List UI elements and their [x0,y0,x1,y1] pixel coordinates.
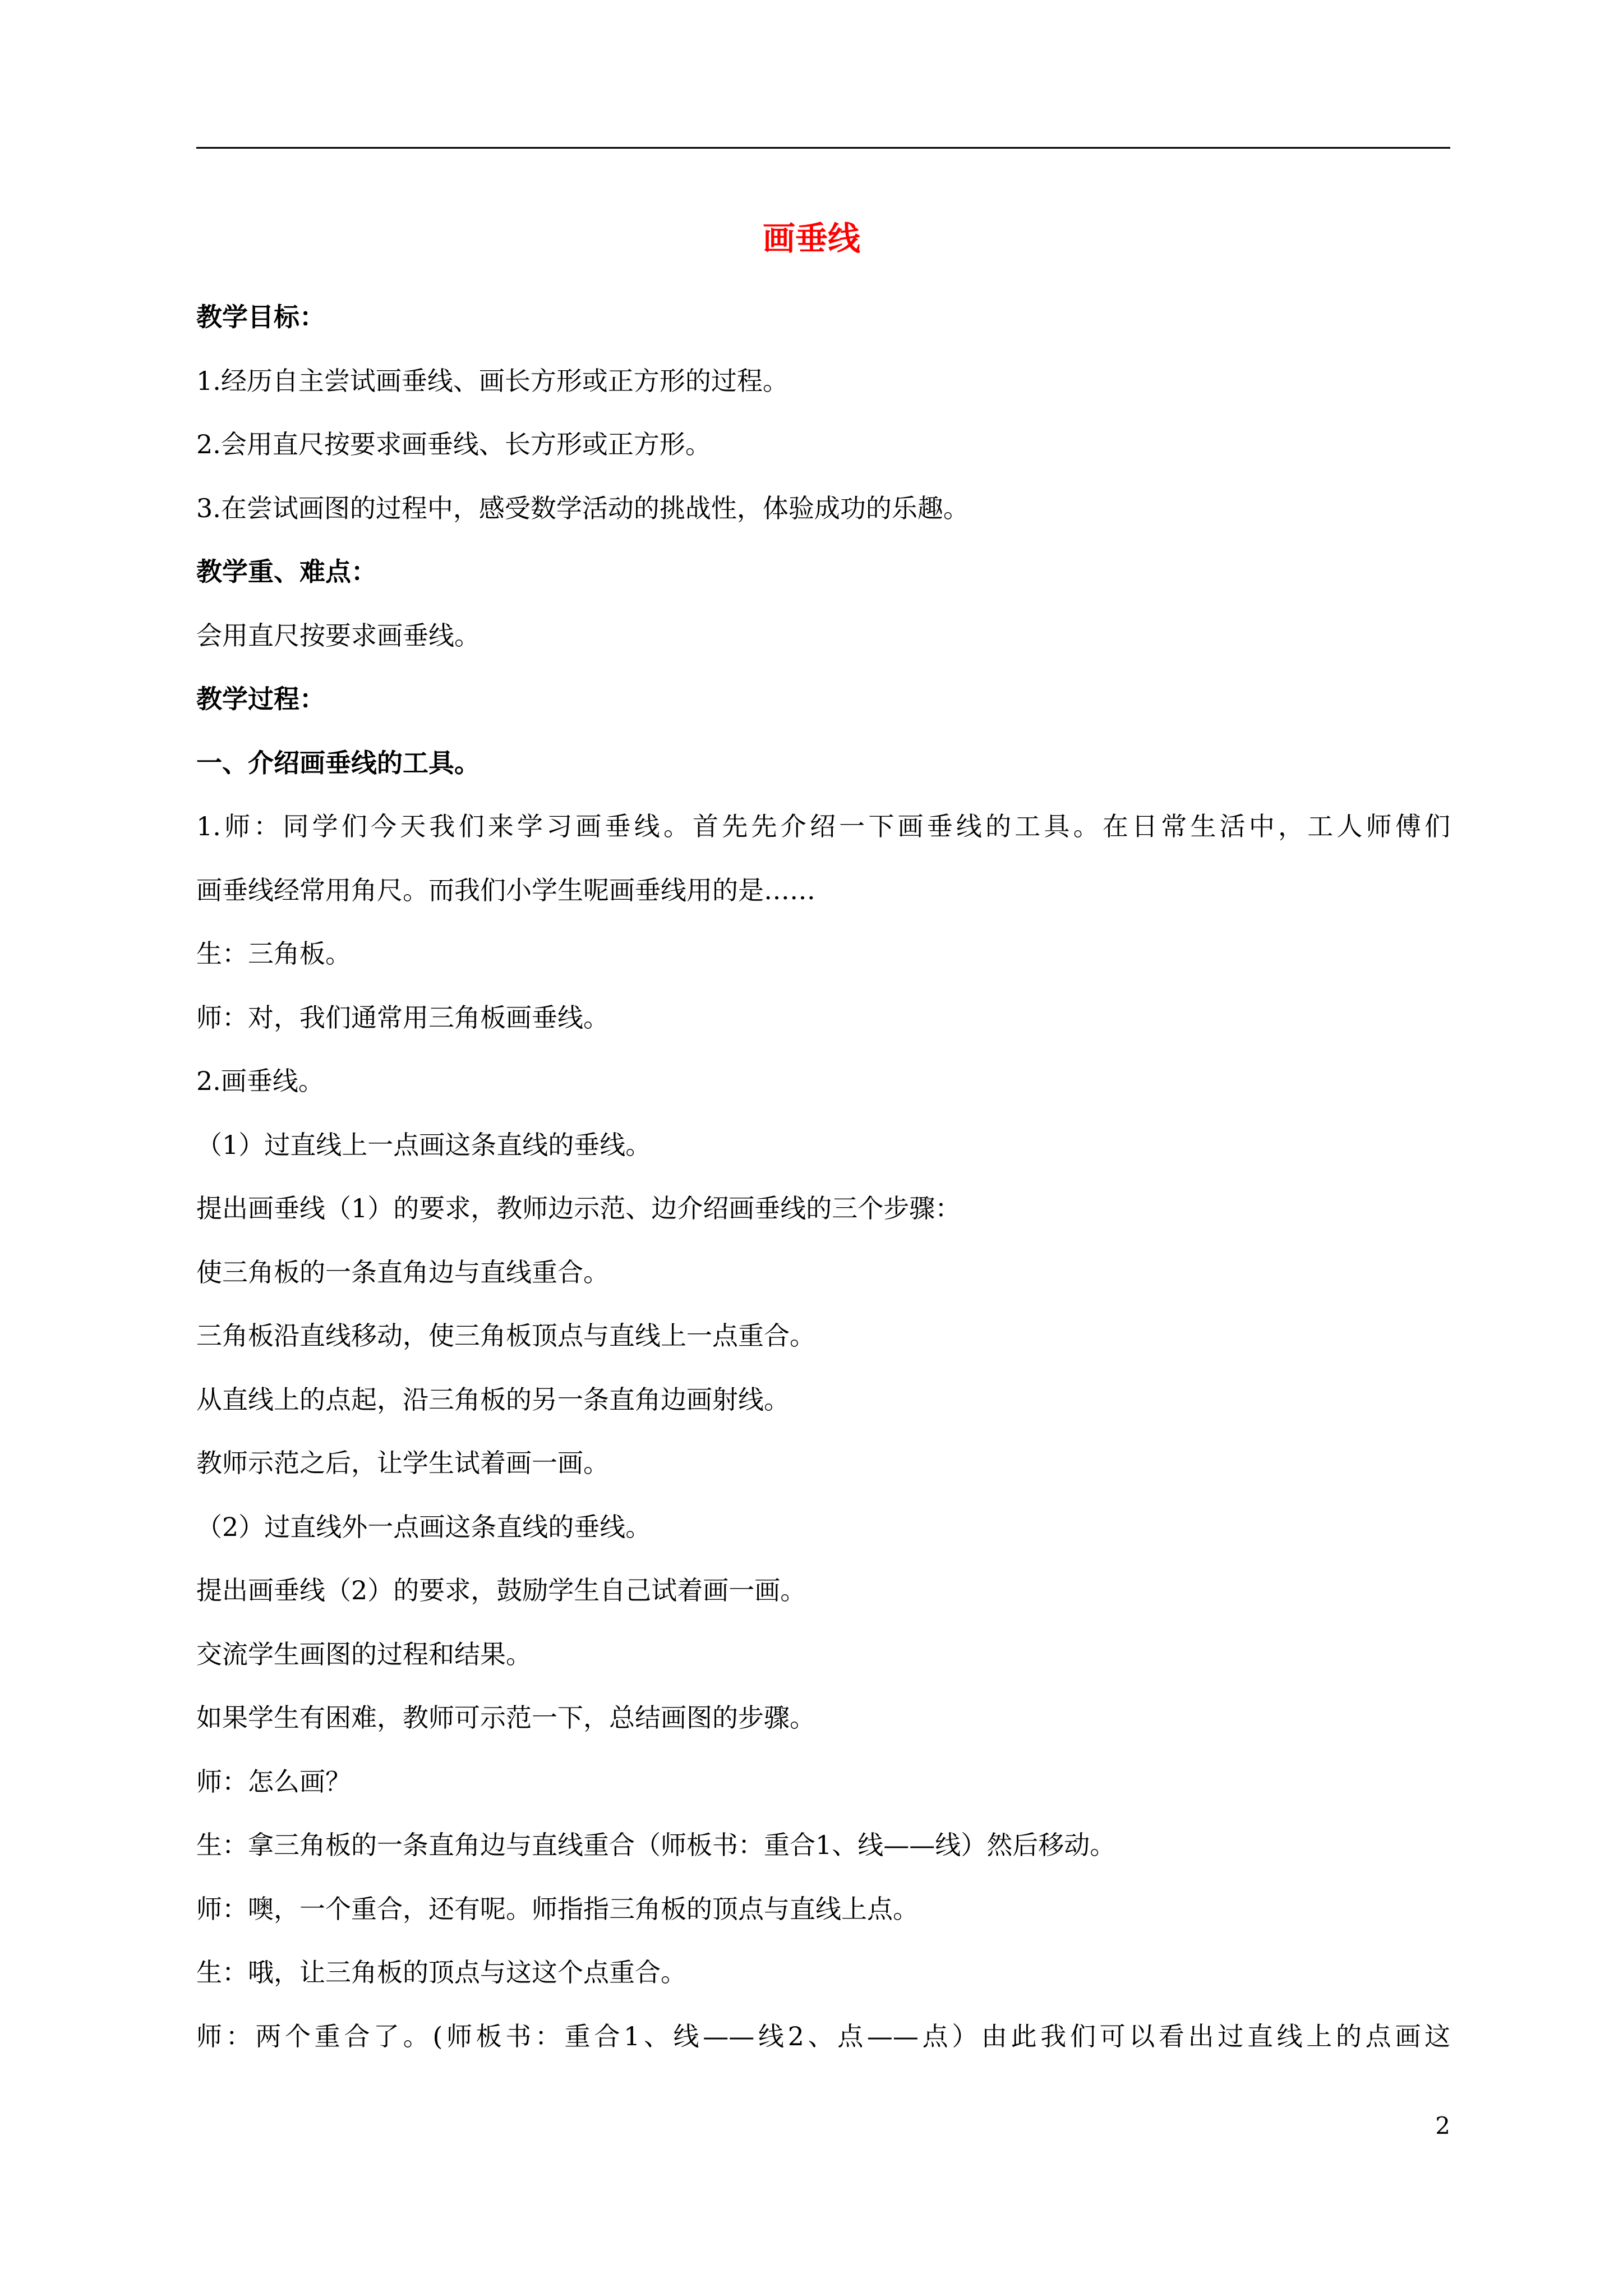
text-line: 2.画垂线。 [196,1066,324,1096]
page-number: 2 [1435,2112,1450,2139]
text-line: 生：拿三角板的一条直角边与直线重合（师板书：重合1、线——线）然后移动。 [196,1830,1116,1860]
text-line: 提出画垂线（2）的要求，鼓励学生自己试着画一画。 [196,1575,806,1605]
text-line: 师：噢，一个重合，还有呢。师指指三角板的顶点与直线上点。 [196,1893,919,1924]
text-line: 师：两个重合了。(师板书：重合1、线——线2、点——点）由此我们可以看出过直线上的点画这 [196,2021,1450,2051]
text-line: 教师示范之后，让学生试着画一画。 [196,1448,609,1478]
text-line: 提出画垂线（1）的要求，教师边示范、边介绍画垂线的三个步骤： [196,1193,961,1223]
text-line: 画垂线经常用角尺。而我们小学生呢画垂线用的是…… [196,875,815,905]
section-heading: 教学过程： [196,684,325,714]
document-title: 画垂线 [762,219,860,257]
text-line: 使三角板的一条直角边与直线重合。 [196,1257,609,1287]
text-line: 2.会用直尺按要求画垂线、长方形或正方形。 [196,429,711,459]
text-line: 师：怎么画？ [196,1766,351,1797]
text-line: 从直线上的点起，沿三角板的另一条直角边画射线。 [196,1384,790,1415]
text-line: 如果学生有困难，教师可示范一下，总结画图的步骤。 [196,1703,815,1733]
section-heading: 教学重、难点： [196,556,377,587]
text-line: 交流学生画图的过程和结果。 [196,1639,532,1669]
text-line: 生：哦，让三角板的顶点与这这个点重合。 [196,1957,686,1987]
text-line: 3.在尝试画图的过程中，感受数学活动的挑战性，体验成功的乐趣。 [196,493,969,523]
header-rule [196,147,1450,149]
text-line: 生：三角板。 [196,938,351,969]
section-heading: 一、介绍画垂线的工具。 [196,747,480,778]
text-line: 三角板沿直线移动，使三角板顶点与直线上一点重合。 [196,1320,815,1351]
text-line: 会用直尺按要求画垂线。 [196,620,480,651]
section-heading: 教学目标： [196,302,325,332]
text-line: 师：对，我们通常用三角板画垂线。 [196,1002,609,1033]
text-line: （1）过直线上一点画这条直线的垂线。 [196,1129,652,1160]
text-line: （2）过直线外一点画这条直线的垂线。 [196,1511,652,1542]
text-line: 1.师：同学们今天我们来学习画垂线。首先先介绍一下画垂线的工具。在日常生活中，工人师傅们 [196,811,1450,841]
text-line: 1.经历自主尝试画垂线、画长方形或正方形的过程。 [196,365,789,396]
document-body [196,295,1450,2077]
